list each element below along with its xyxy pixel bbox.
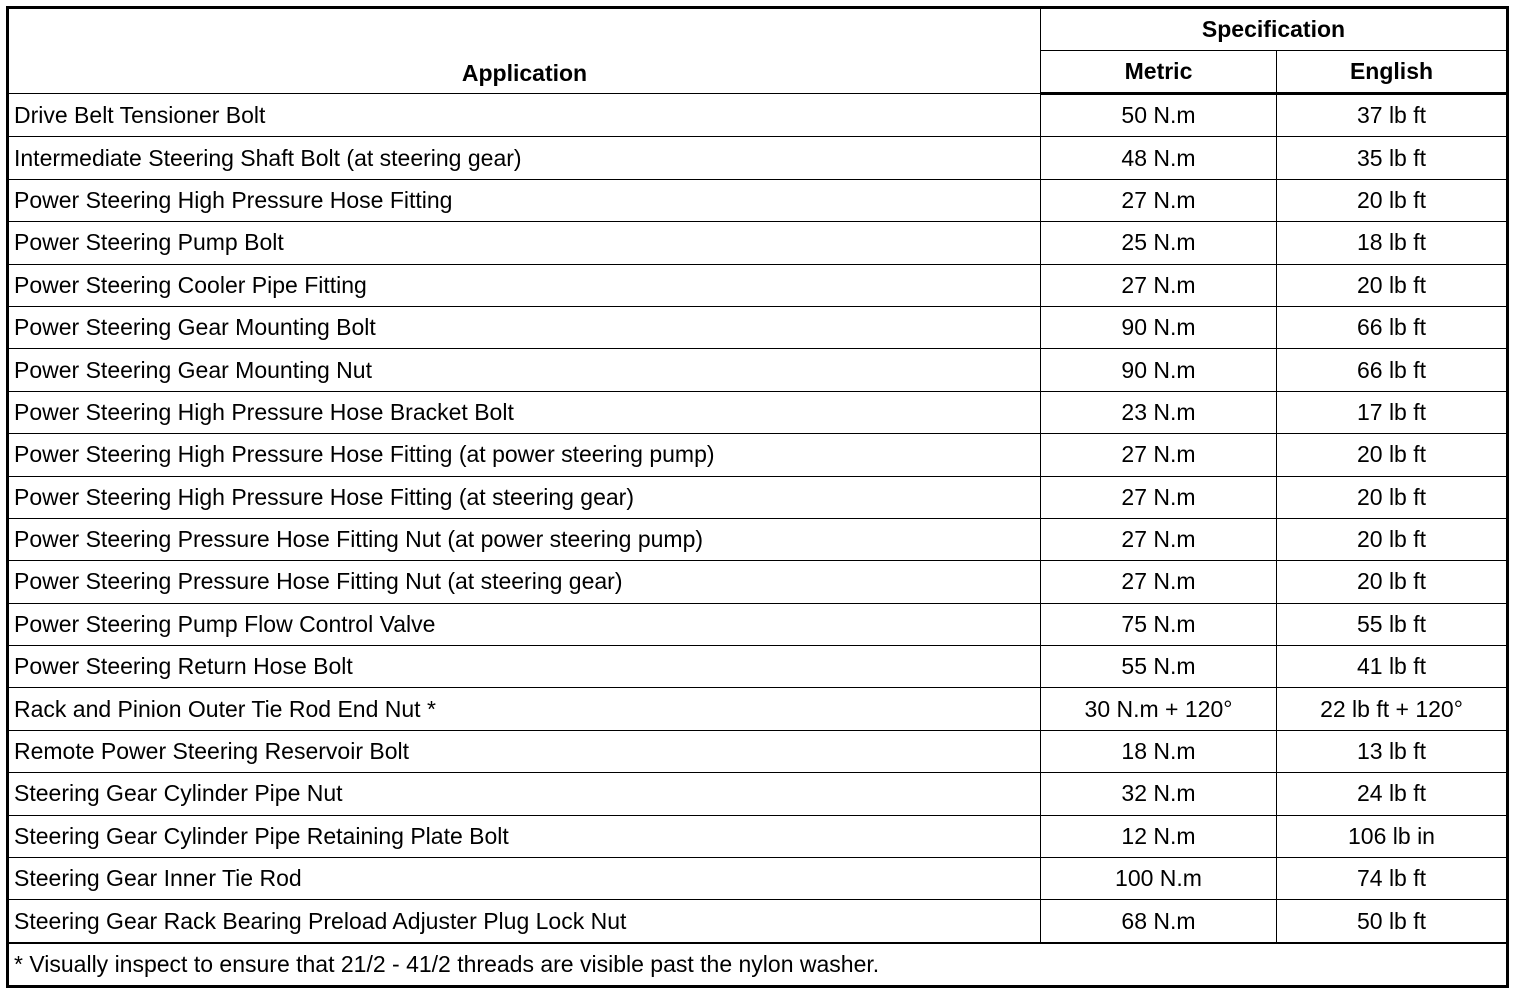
english-value-cell: 20 lb ft (1277, 518, 1508, 560)
metric-value-cell: 90 N.m (1041, 306, 1277, 348)
english-value-cell: 20 lb ft (1277, 179, 1508, 221)
metric-value-cell: 90 N.m (1041, 349, 1277, 391)
metric-value-cell: 75 N.m (1041, 603, 1277, 645)
table-row (8, 306, 1508, 348)
footnote-text: * Visually inspect to ensure that 21/2 - 41/2 threads are visible past the nylon washer. (8, 943, 1508, 987)
table-row (8, 222, 1508, 264)
application-cell: Remote Power Steering Reservoir Bolt (8, 730, 1041, 772)
header-row-top (8, 8, 1508, 51)
english-value-cell: 13 lb ft (1277, 730, 1508, 772)
application-cell: Drive Belt Tensioner Bolt (8, 94, 1041, 137)
table-row (8, 476, 1508, 518)
table-footer (8, 943, 1508, 987)
application-cell: Steering Gear Cylinder Pipe Retaining Plate Bolt (8, 815, 1041, 857)
metric-value-cell: 23 N.m (1041, 391, 1277, 433)
english-value-cell: 20 lb ft (1277, 476, 1508, 518)
english-value-cell: 20 lb ft (1277, 264, 1508, 306)
table-row (8, 688, 1508, 730)
application-cell: Power Steering High Pressure Hose Fitting (8, 179, 1041, 221)
application-cell: Power Steering Cooler Pipe Fitting (8, 264, 1041, 306)
application-cell: Power Steering High Pressure Hose Fitting (at steering gear) (8, 476, 1041, 518)
specification-header: Specification (1041, 8, 1508, 51)
english-value-cell: 24 lb ft (1277, 773, 1508, 815)
english-value-cell: 18 lb ft (1277, 222, 1508, 264)
application-cell: Power Steering High Pressure Hose Bracket Bolt (8, 391, 1041, 433)
metric-value-cell: 100 N.m (1041, 858, 1277, 900)
application-cell: Rack and Pinion Outer Tie Rod End Nut * (8, 688, 1041, 730)
english-value-cell: 17 lb ft (1277, 391, 1508, 433)
table-row (8, 349, 1508, 391)
english-value-cell: 35 lb ft (1277, 137, 1508, 179)
english-value-cell: 74 lb ft (1277, 858, 1508, 900)
metric-column-header: Metric (1041, 51, 1277, 94)
application-cell: Power Steering Gear Mounting Nut (8, 349, 1041, 391)
metric-value-cell: 27 N.m (1041, 561, 1277, 603)
english-value-cell: 50 lb ft (1277, 900, 1508, 943)
english-value-cell: 37 lb ft (1277, 94, 1508, 137)
application-column-header: Application (8, 8, 1041, 94)
application-cell: Power Steering High Pressure Hose Fitting (at power steering pump) (8, 434, 1041, 476)
table-row (8, 561, 1508, 603)
table-row (8, 434, 1508, 476)
fastener-specification-table (6, 6, 1509, 988)
table-row (8, 603, 1508, 645)
english-value-cell: 20 lb ft (1277, 434, 1508, 476)
application-cell: Steering Gear Inner Tie Rod (8, 858, 1041, 900)
application-cell: Power Steering Return Hose Bolt (8, 646, 1041, 688)
english-value-cell: 55 lb ft (1277, 603, 1508, 645)
application-cell: Intermediate Steering Shaft Bolt (at steering gear) (8, 137, 1041, 179)
english-column-header: English (1277, 51, 1508, 94)
table-row (8, 94, 1508, 137)
metric-value-cell: 27 N.m (1041, 264, 1277, 306)
table-row (8, 858, 1508, 900)
table-row (8, 179, 1508, 221)
metric-value-cell: 27 N.m (1041, 518, 1277, 560)
table-row (8, 730, 1508, 772)
table-body (8, 94, 1508, 943)
table-row (8, 646, 1508, 688)
table-row (8, 815, 1508, 857)
metric-value-cell: 55 N.m (1041, 646, 1277, 688)
application-cell: Power Steering Pump Bolt (8, 222, 1041, 264)
english-value-cell: 66 lb ft (1277, 306, 1508, 348)
table-row (8, 773, 1508, 815)
application-cell: Power Steering Pressure Hose Fitting Nut (at power steering pump) (8, 518, 1041, 560)
table-row (8, 900, 1508, 943)
metric-value-cell: 27 N.m (1041, 179, 1277, 221)
metric-value-cell: 48 N.m (1041, 137, 1277, 179)
application-cell: Power Steering Pump Flow Control Valve (8, 603, 1041, 645)
application-cell: Steering Gear Cylinder Pipe Nut (8, 773, 1041, 815)
english-value-cell: 41 lb ft (1277, 646, 1508, 688)
metric-value-cell: 27 N.m (1041, 434, 1277, 476)
english-value-cell: 106 lb in (1277, 815, 1508, 857)
english-value-cell: 22 lb ft + 120° (1277, 688, 1508, 730)
application-cell: Power Steering Gear Mounting Bolt (8, 306, 1041, 348)
metric-value-cell: 18 N.m (1041, 730, 1277, 772)
table-row (8, 518, 1508, 560)
metric-value-cell: 68 N.m (1041, 900, 1277, 943)
table-row (8, 137, 1508, 179)
table-header (8, 8, 1508, 94)
footnote-row (8, 943, 1508, 987)
metric-value-cell: 12 N.m (1041, 815, 1277, 857)
english-value-cell: 66 lb ft (1277, 349, 1508, 391)
metric-value-cell: 27 N.m (1041, 476, 1277, 518)
table-row (8, 391, 1508, 433)
metric-value-cell: 50 N.m (1041, 94, 1277, 137)
table-row (8, 264, 1508, 306)
metric-value-cell: 30 N.m + 120° (1041, 688, 1277, 730)
application-cell: Steering Gear Rack Bearing Preload Adjuster Plug Lock Nut (8, 900, 1041, 943)
metric-value-cell: 32 N.m (1041, 773, 1277, 815)
application-cell: Power Steering Pressure Hose Fitting Nut (at steering gear) (8, 561, 1041, 603)
metric-value-cell: 25 N.m (1041, 222, 1277, 264)
english-value-cell: 20 lb ft (1277, 561, 1508, 603)
